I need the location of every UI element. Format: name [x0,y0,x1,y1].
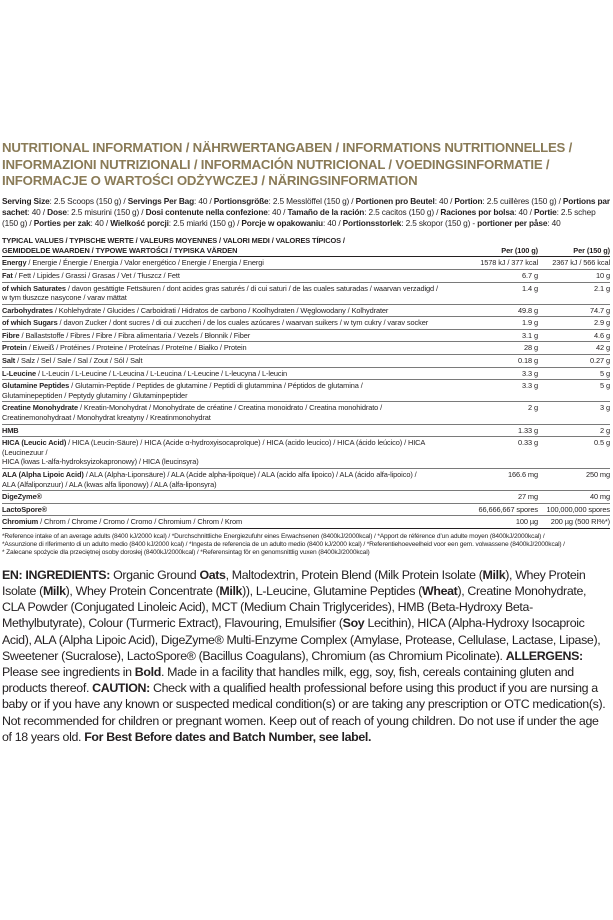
header-per-100g: Per (100 g) [468,236,538,257]
ingredients-text-segment: Lecithin), HICA (Alpha-Hydroxy Isocaproic Acid), ALA (Alpha Lipoic Acid), DigeZyme® Multi-Enzyme Complex (Amylase, Protease, Cellulase, Lactase, Lipase), Sweetener (Sucralose), LactoSpore® (Bacillus Coagulans), Chromium (as Chromium Picolinate). [2,616,601,663]
table-row [2,329,610,342]
nutrition-table [2,236,610,529]
ingredients-bold-text: Milk [219,583,243,598]
footnotes [2,533,610,557]
table-header [2,236,610,257]
nutrient-label [2,402,468,424]
title-line: NUTRITIONAL INFORMATION / NÄHRWERTANGABEN / INFORMATIONS NUTRITIONNELLES / [2,140,573,155]
value-per-100g: 1.9 g [468,317,538,330]
nutrient-name: Energy [2,258,27,268]
value-per-100g: 1.4 g [468,282,538,304]
nutrient-label [2,257,468,270]
ingredients-text-segment: Please see ingredients in [2,664,135,679]
value-per-150g: 2367 kJ / 566 kcal [538,257,610,270]
value-per-150g: 2.1 g [538,282,610,304]
serving-label: Portie [533,206,557,217]
value-per-100g: 3.3 g [468,380,538,402]
value-per-150g: 250 mg [538,469,610,491]
value-per-100g: 100 µg [468,516,538,529]
nutrient-translations: / Eiweiß / Protéines / Proteine / Proteínas / Proteïne / Białko / Protein [26,343,247,353]
serving-value: : 40 / [267,206,288,217]
value-per-150g: 0.5 g [538,437,610,469]
value-per-150g: 10 g [538,269,610,282]
value-per-100g: 0.33 g [468,437,538,469]
serving-value: : 2.5 misurini (150 g) / [66,206,146,217]
value-per-150g: 100,000,000 spores [538,503,610,516]
ingredients-bold-text: EN: INGREDIENTS: [2,567,110,582]
value-per-150g: 2.9 g [538,317,610,330]
nutrient-name: DigeZyme® [2,492,42,502]
nutrient-name: LactoSpore® [2,504,48,514]
value-per-150g: 42 g [538,342,610,355]
nutrient-label [2,342,468,355]
serving-value: : 2.5 cacitos (150 g) / [364,206,441,217]
nutrient-translations-cont: ALA (Alfaliponzuur) / ALA (kwas alfa liponowy) / ALA (alfa-liponsyra) [2,479,217,489]
serving-label: Portionen pro Beutel [355,195,435,206]
ingredients-text-segment: )), L-Leucine, Glutamine Peptides ( [242,583,422,598]
nutrient-label [2,367,468,380]
nutrient-name: of which Sugars [2,318,58,328]
ingredients-text-segment: . Made in a facility that handles milk, egg, soy, fish, cereals containing gluten and products thereof. [2,664,574,696]
nutrient-name: Carbohydrates [2,305,53,315]
nutrient-translations: / davon gesättigte Fettsäuren / dont acides gras saturés / di cui saturi / de las cuales saturadas / waarvan verzadigd / [65,283,438,293]
nutrient-label [2,282,468,304]
table-row [2,402,610,424]
nutrient-label [2,469,468,491]
serving-label: Raciones por bolsa [440,206,515,217]
value-per-150g: 5 g [538,367,610,380]
serving-label: Porcje w opakowaniu [241,218,323,229]
serving-value: : 2.5 skopor (150 g) - [401,218,478,229]
serving-label: portioner per påse [477,218,548,229]
nutrient-translations: / HICA (Leucin-Säure) / HICA (Acide α-hydroxyisocaproïque) / HICA (acido leucico) / HICA (ácido leúcico) / HICA (Leucinezuur / [2,438,425,457]
table-row [2,355,610,368]
nutrient-label [2,491,468,504]
serving-value: : 40 / [90,218,111,229]
table-row [2,317,610,330]
nutrient-name: HICA (Leucic Acid) [2,438,67,448]
value-per-150g: 5 g [538,380,610,402]
serving-value: : 40 / [514,206,534,217]
nutrient-name: of which Saturates [2,283,66,293]
nutrient-translations: / ALA (Alpha-Liponsäure) / ALA (Acide alpha-lipoïque) / ALA (acido alfa lipoico) / ALA (ácido alfa-lipoico) / [83,470,417,479]
nutrient-name: Chromium [2,517,39,527]
ingredients-bold-text: For Best Before dates and Batch Number, see label. [84,729,372,744]
nutrient-label [2,437,468,469]
table-row [2,282,610,304]
serving-label: Dose [47,206,67,217]
nutrient-label [2,355,468,368]
value-per-150g: 3 g [538,402,610,424]
serving-label: Wielkość porcji [110,218,169,229]
nutrient-label [2,503,468,516]
footnote-line: *Assunzione di riferimento di un adulto medio (8400 kJ/2000 kcal) / *Ingesta de referencia de un adulto medio (8400 kJ/2000 kcal) / *Referentiehoeveelheid voor een gem. volwassene (8400kJ/2000kcal) / [2,540,565,548]
value-per-100g: 0.18 g [468,355,538,368]
ingredients-text-segment: ), Whey Protein Isolate ( [2,567,586,598]
ingredients-bold-text: ALLERGENS: [505,648,583,663]
nutrient-translations: / Ballaststoffe / Fibres / Fibre / Fibra alimentaria / Vezels / Błonnik / Fiber [19,330,251,340]
serving-value: : 2.5 cuillères (150 g) / [482,195,563,206]
table-row [2,516,610,529]
nutrient-name: Glutamine Peptides [2,381,70,391]
nutrient-name: Salt [2,356,16,366]
ingredients-bold-text: Bold [134,664,161,679]
nutrient-translations: / Salz / Sel / Sale / Sal / Zout / Sól / Salt [15,356,143,366]
serving-value: : 2.5 Messlöffel (150 g) / [268,195,356,206]
ingredients-bold-text: Oats [199,567,226,582]
serving-value: : 40 / [434,195,455,206]
table-row [2,257,610,270]
value-per-100g: 66,666,667 spores [468,503,538,516]
nutrient-label [2,329,468,342]
nutrient-name: Fat [2,270,13,280]
value-per-100g: 49.8 g [468,304,538,317]
value-per-150g: 200 µg (500 RI%*) [538,516,610,529]
ingredients-bold-text: Milk [482,567,506,582]
nutrient-label [2,380,468,402]
nutrient-label [2,269,468,282]
ingredients-bold-text: Wheat [422,583,458,598]
serving-value: : 40 / [322,218,343,229]
nutrient-name: Protein [2,343,27,353]
serving-value: : 2.5 Scoops (150 g) / [49,195,128,206]
table-row [2,367,610,380]
nutrient-label [2,304,468,317]
table-row [2,269,610,282]
nutrient-translations: / Chrom / Chrome / Cromo / Cromo / Chromium / Chrom / Krom [38,517,243,527]
value-per-150g: 4.6 g [538,329,610,342]
footnote-line: *Reference intake of an average adults (8400 kJ/2000 kcal) / *Durchschnittliche Energiezufuhr eines Erwachsenen (8400kJ/2000kcal) / *Apport de référence d’un adulte moyen (8400kJ/2000kcal) / [2,532,545,540]
nutrient-translations-cont: w tym tłuszcze nasycone / varav mättat [2,293,127,303]
value-per-100g: 1.33 g [468,424,538,437]
serving-label: Portionsstorlek [342,218,402,229]
value-per-100g: 28 g [468,342,538,355]
serving-info [2,196,610,230]
serving-label: Tamaño de la ración [287,206,365,217]
nutrient-name: HMB [2,425,19,435]
nutrient-name: L-Leucine [2,368,37,378]
table-row [2,424,610,437]
table-row [2,503,610,516]
serving-label: Servings Per Bag [127,195,195,206]
nutrient-name: Creatine Monohydrate [2,403,79,413]
serving-value: : 40 / [27,206,48,217]
nutrient-translations: / Kreatin-Monohydrat / Monohydrate de créatine / Creatina monoidrato / Creatina monohidrato / [78,403,383,413]
serving-value: : 40 [547,218,561,229]
value-per-100g: 3.1 g [468,329,538,342]
footnote-line: * Zalecane spożycie dla przeciętnej osoby dorosłej (8400kJ/2000kcal) / *Referensintag för en genomsnittlig vuxen (8400kJ/2000kcal) [2,548,370,556]
table-row [2,342,610,355]
nutrient-translations: / L-Leucin / L-Leucine / L-Leucina / L-Leucina / L-Leucine / L-leucyna / L-leucin [36,368,288,378]
nutrient-translations: / davon Zucker / dont sucres / di cui zuccheri / de los cuales azúcares / waarvan suikers / w tym cukry / varav socker [57,318,429,328]
serving-label: Serving Size [2,195,50,206]
nutrient-translations-cont: Creatinemonohydraat / Monohydrat kreatyny / Kreatinmonohydrat [2,413,211,423]
ingredients-text-segment: Check with a qualified health professional before using this product if you are nursing a baby or if you have any known or suspected medical condition(s) or are taking any prescription or OTC medication(s). Not recommended for children or pregnant women. Keep out of reach of young children. Do not use if under the age of 18 years old. [2,681,606,744]
nutrient-translations-cont: Glutaminepeptiden / Peptydy glutaminy / Glutaminpeptider [2,390,188,400]
nutrient-translations: / Fett / Lipides / Grassi / Grasas / Vet / Tłuszcz / Fett [12,270,180,280]
nutrient-name: Fibre [2,330,20,340]
ingredients-text-segment: , Maltodextrin, Protein Blend (Milk Protein Isolate ( [225,567,483,582]
nutrient-name: ALA (Alpha Lipoic Acid) [2,470,84,479]
ingredients-bold-text: Soy [342,616,365,631]
value-per-150g: 40 mg [538,491,610,504]
ingredients-bold-text: Milk [42,583,66,598]
nutrient-label [2,516,468,529]
serving-label: Portion [454,195,483,206]
nutrient-label [2,317,468,330]
title-line: INFORMACJE O WARTOŚCI ODŻYWCZEJ / NÄRINGSINFORMATION [2,173,418,188]
table-row [2,469,610,491]
value-per-100g: 166.6 mg [468,469,538,491]
serving-value: : 40 / [194,195,214,206]
nutrient-label [2,424,468,437]
table-row [2,491,610,504]
title-line: INFORMAZIONI NUTRIZIONALI / INFORMACIÓN NUTRICIONAL / VOEDINGSINFORMATIE / [2,156,550,172]
value-per-100g: 1578 kJ / 377 kcal [468,257,538,270]
serving-label: Portionsgröße [213,195,269,206]
ingredients-bold-text: CAUTION: [92,681,150,696]
ingredients-text-segment: ), Whey Protein Concentrate ( [65,583,220,598]
serving-label: Portions par sachet [2,195,610,217]
serving-value: : 2.5 miarki (150 g) / [168,218,242,229]
value-per-100g: 3.3 g [468,367,538,380]
serving-value: : 2.5 schep (150 g) / [2,206,596,229]
nutrient-translations: / Energie / Énergie / Energia / Valor energético / Energie / Energia / Energi [26,258,264,268]
ingredients-text-segment: Organic Ground [110,567,200,582]
value-per-150g: 74.7 g [538,304,610,317]
nutrient-translations: / Kohlehydrate / Glucides / Carboidrati / Hidratos de carbono / Koolhydraten / Węglowodany / Kolhydrater [52,305,389,315]
serving-label: Porties per zak [33,218,91,229]
ingredients-text-segment: ), Creatine Monohydrate, CLA Powder (Conjugated Linoleic Acid), MCT (Medium Chain Triglycerides), HMB (Beta-Hydroxy Beta-Methylbutyrate), Colour (Turmeric Extract), Flavouring, Emulsifier ( [2,583,587,631]
header-per-150g: Per (150 g) [538,236,610,257]
value-per-100g: 2 g [468,402,538,424]
table-row [2,380,610,402]
value-per-150g: 2 g [538,424,610,437]
header-label: TYPICAL VALUES / TYPISCHE WERTE / VALEURS MOYENNES / VALORI MEDI / VALORES TÍPICOS / GEMIDDELDE WAARDEN / TYPOWE WARTOŚCI / TYPISKA VÄRDEN [2,236,468,257]
nutrient-translations: / Glutamin-Peptide / Peptides de glutamine / Peptidi di glutammina / Péptidos de glutamina / [69,381,363,391]
value-per-100g: 27 mg [468,491,538,504]
value-per-100g: 6.7 g [468,269,538,282]
value-per-150g: 0.27 g [538,355,610,368]
table-row [2,437,610,469]
serving-label: Dosi contenute nella confezione [145,206,268,217]
table-row [2,304,610,317]
label-panel [2,140,610,745]
nutrition-title [2,140,610,190]
ingredients-text [2,567,610,745]
nutrient-translations-cont: HICA (kwas L-alfa-hydroksyizokapronowy) / HICA (leucinsyra) [2,457,199,467]
